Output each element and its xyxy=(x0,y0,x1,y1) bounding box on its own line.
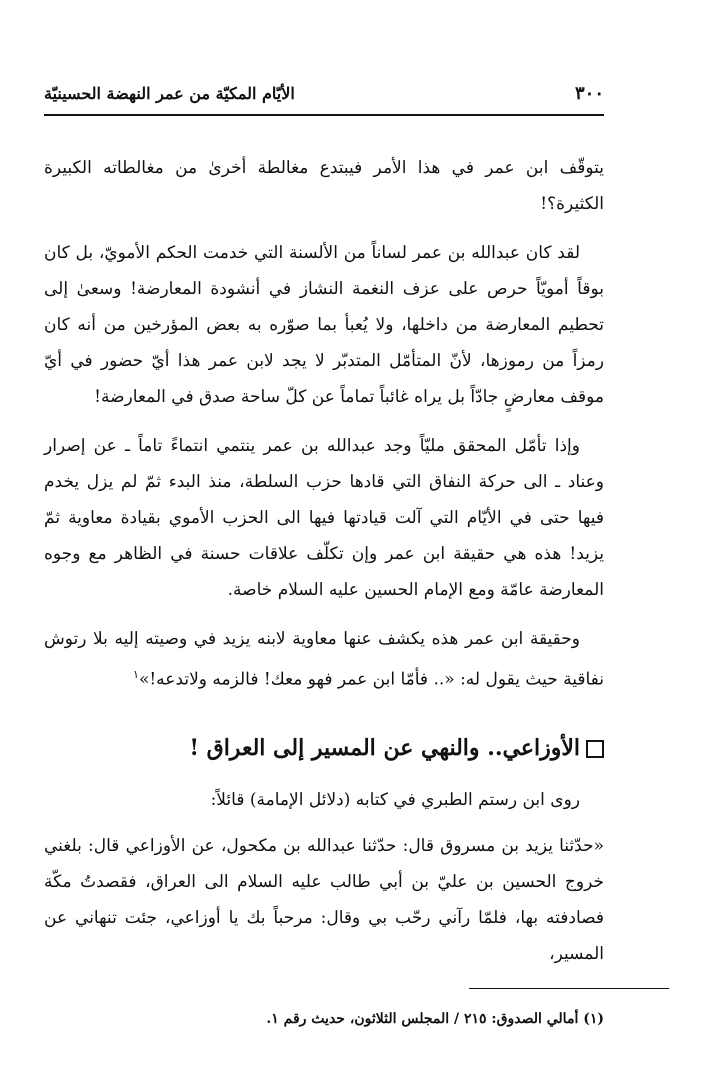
section-text xyxy=(44,782,604,972)
header-divider xyxy=(44,114,604,116)
section-heading-text: الأوزاعي.. والنهي عن المسير إلى العراق ! xyxy=(189,735,580,761)
footnote: (١) أمالي الصدوق: ٢١٥ / المجلس الثلاثون، حديث رقم ١. xyxy=(266,1011,604,1027)
footnote-marker: ١ xyxy=(133,668,139,681)
running-title: الأيّام المكيّة من عمر النهضة الحسينيّة xyxy=(44,84,295,103)
section-heading xyxy=(44,728,604,768)
checkbox-square-icon xyxy=(586,740,604,758)
page-number: ٣٠٠ xyxy=(574,83,604,104)
paragraph-with-footnote xyxy=(44,621,604,698)
main-text xyxy=(44,150,604,711)
footnote-divider xyxy=(469,988,669,989)
page-header xyxy=(44,82,604,106)
section-intro: روى ابن رستم الطبري في كتابه (دلائل الإمامة) قائلاً: xyxy=(210,790,580,810)
paragraph: لقد كان عبدالله بن عمر لساناً من الألسنة التي خدمت الحكم الأمويّ، بل كان بوقاً أمويّاً حرص على عزف النغمة النشاز في أنشودة المعارضة! وسعىٰ إلى تحطيم المعارضة من داخلها، ولا يُعبأ بما صوّره به بعض المؤرخين من أنه كان رمزاً من رموزها، لأنّ المتأمّل المتدبّر لا يجد لابن عمر هذا أيّ حضور في أيّ موقف معارضٍ جادّاً بل يراه غائباً تماماً عن كلّ ساحة صدق في المعارضة! xyxy=(44,243,604,407)
quote-paragraph: «حدّثنا يزيد بن مسروق قال: حدّثنا عبدالله بن مكحول، عن الأوزاعي قال: بلغني خروج الحسين بن عليّ بن أبي طالب عليه السلام الى العراق، فقصدتُ مكّة فصادفته بها، فلمّا رآني رحّب بي وقال: مرحباً بك يا أوزاعي، جئت تنهاني عن المسير، xyxy=(44,836,604,964)
paragraph-text: وحقيقة ابن عمر هذه يكشف عنها معاوية لابنه يزيد في وصيته إليه بلا رتوش نفاقية حيث يقول له: «.. فأمّا ابن عمر فهو معك! فالزمه ولاتدعه!» xyxy=(44,629,604,690)
paragraph: يتوقّف ابن عمر في هذا الأمر فيبتدع مغالطة أخرىٰ من مغالطاته الكبيرة الكثيرة؟! xyxy=(44,158,604,214)
paragraph: وإذا تأمّل المحقق مليّاً وجد عبدالله بن عمر ينتمي انتماءً تاماً ـ عن إصرار وعناد ـ الى حركة النفاق التي قادها حزب السلطة، منذ البدء ثمّ لم يزل يخدم فيها حتى في الأيّام التي آلت قيادتها فيها الى الحزب الأموي بقيادة معاوية ثمّ يزيد! هذه هي حقيقة ابن عمر وإن تكلّف علاقات حسنة في الظاهر مع وجوه المعارضة عامّة ومع الإمام الحسين عليه السلام خاصة. xyxy=(44,436,604,600)
